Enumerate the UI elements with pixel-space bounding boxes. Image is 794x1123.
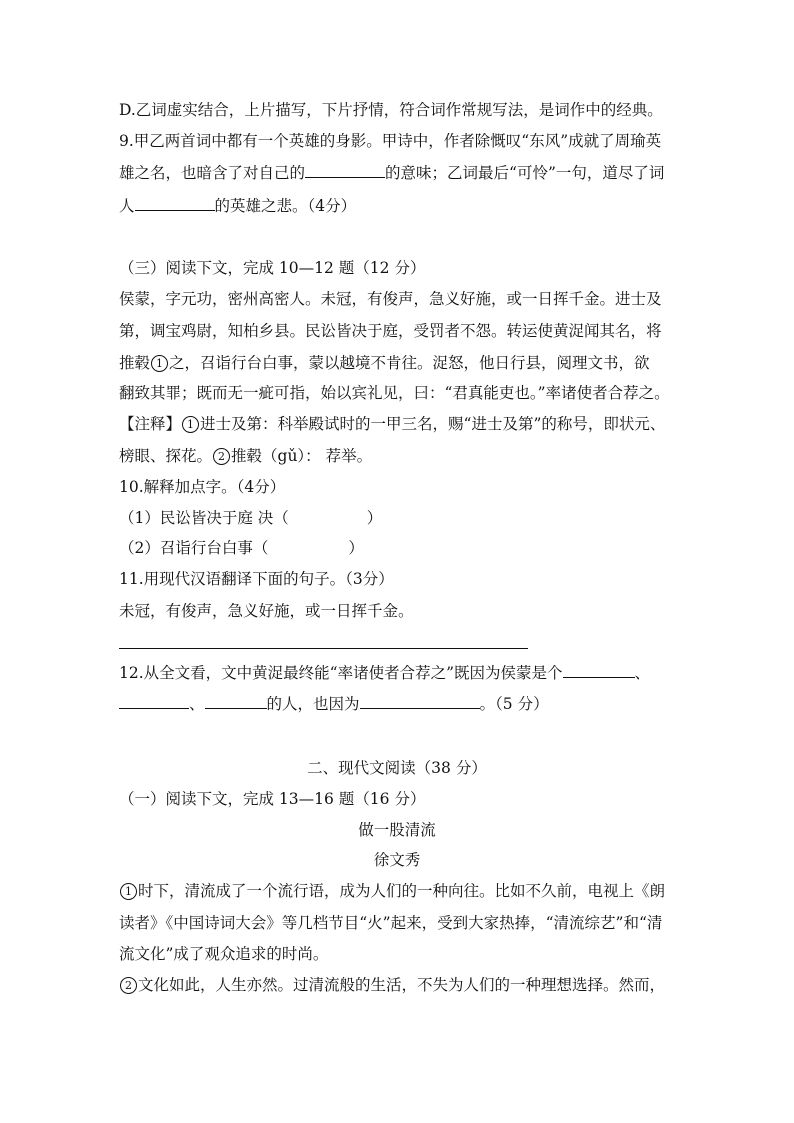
- question-9-line-1: 9.甲乙两首词中都有一个英雄的身影。甲诗中，作者除慨叹“东风”成就了周瑜英: [119, 132, 662, 150]
- answer-blank[interactable]: [119, 691, 189, 709]
- text: 推毂: [119, 354, 151, 372]
- annotation-line-1: [119, 411, 679, 437]
- article-title: 做一股清流: [358, 821, 436, 839]
- answer-blank[interactable]: [305, 160, 385, 178]
- question-9-line-2: [119, 160, 679, 186]
- text: 的意味；乙词最后“可怜”一句，道尽了词: [385, 164, 665, 182]
- text: 之，召诣行台白事，蒙以越境不肯往。浞怒，他日行县，阅理文书，欲: [169, 354, 650, 372]
- text: 雄之名，也暗含了对自己的: [119, 164, 306, 182]
- question-10-item-2: [119, 535, 679, 561]
- text: 时下，清流成了一个流行语，成为人们的一种向往。比如不久前，电视上《朗: [138, 882, 666, 900]
- paragraph-marker-1: 1: [120, 883, 137, 900]
- paragraph-marker-2: 2: [120, 977, 137, 994]
- subsection-1-heading: （一）阅读下文，完成 13—16 题（16 分）: [119, 790, 426, 808]
- question-9-line-3: [119, 193, 679, 219]
- article-para-2-line-1: [119, 972, 679, 998]
- text: ）: [348, 539, 364, 557]
- annotation-line-2: [119, 443, 679, 469]
- passage-line-3: [119, 350, 679, 376]
- text: 12.从全文看，文中黄浞最终能“率诸使者合荐之”既因为侯蒙是个: [119, 664, 563, 682]
- text: 推毂（gǔ）： 荐举。: [231, 447, 373, 465]
- text: （1）民讼皆决于庭 决（: [119, 509, 289, 527]
- answer-blank[interactable]: [563, 660, 635, 678]
- passage-line-1: 侯蒙，字元功，密州高密人。未冠，有俊声，急义好施，或一日挥千金。进士及: [119, 290, 662, 308]
- text: 、: [634, 664, 651, 682]
- answer-blank[interactable]: [205, 691, 267, 709]
- option-d: D.乙词虚实结合，上片描写，下片抒情，符合词作常规写法，是词作中的经典。: [119, 101, 663, 119]
- note-marker-2: 2: [213, 448, 230, 465]
- question-12-line-1: [119, 660, 679, 686]
- text: 人: [119, 197, 135, 215]
- note-marker-1: 1: [182, 416, 199, 433]
- question-11-sentence: 未冠，有俊声，急义好施，或一日挥千金。: [119, 602, 414, 620]
- text: 的英雄之悲。（4分）: [214, 197, 357, 215]
- answer-line[interactable]: [119, 648, 528, 649]
- text: 。（5 分）: [479, 695, 549, 713]
- answer-blank[interactable]: [135, 193, 215, 211]
- question-12-line-2: [119, 691, 679, 717]
- text: 文化如此，人生亦然。过清流般的生活，不失为人们的一种理想选择。然而，: [138, 976, 666, 994]
- section-2-heading: 二、现代文阅读（38 分）: [307, 759, 487, 777]
- article-para-1-line-1: [119, 878, 679, 904]
- question-11: 11.用现代汉语翻译下面的句子。（3分）: [119, 570, 394, 588]
- text: 、: [189, 695, 205, 713]
- text: 榜眼、探花。: [119, 447, 213, 465]
- note-marker-1: 1: [151, 355, 168, 372]
- text: （2）召诣行台白事（: [119, 539, 269, 557]
- text: 的人，也因为: [266, 695, 360, 713]
- passage-line-4: 翻致其罪；既而无一疵可指，始以宾礼见，曰：“君真能吏也。”率诸使者合荐之。: [119, 384, 670, 402]
- question-10-item-1: [119, 505, 679, 531]
- text: 进士及第：科举殿试时的一甲三名，赐“进士及第”的称号，即状元、: [200, 415, 666, 433]
- section-3-heading: （三）阅读下文，完成 10—12 题（12 分）: [119, 259, 426, 277]
- answer-blank[interactable]: [360, 691, 480, 709]
- passage-line-2: 第，调宝鸡尉，知柏乡县。民讼皆决于庭，受罚者不怨。转运使黄浞闻其名，将: [119, 322, 662, 340]
- question-10: 10.解释加点字。（4分）: [119, 478, 286, 496]
- article-para-1-line-3: 流文化”成了观众追求的时尚。: [119, 945, 329, 963]
- text: 【注释】: [119, 415, 182, 433]
- article-para-1-line-2: 读者》《中国诗词大会》等几档节目“火”起来，受到大家热捧，“清流综艺”和“清: [119, 914, 663, 932]
- text: ）: [366, 509, 383, 527]
- article-author: 徐文秀: [373, 851, 421, 869]
